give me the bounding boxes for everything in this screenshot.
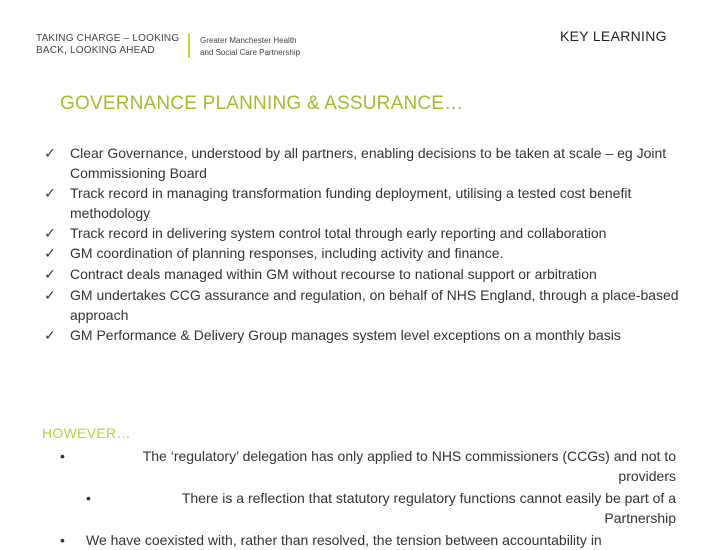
header-mid-line2: and Social Care Partnership	[200, 48, 301, 57]
check-item-text: GM Performance & Delivery Group manages system level exceptions on a monthly basis	[70, 327, 621, 343]
check-item	[42, 243, 682, 264]
header-left-line1: TAKING CHARGE – LOOKING	[36, 33, 180, 44]
slide-title: GOVERNANCE PLANNING & ASSURANCE…	[60, 93, 464, 114]
check-icon: ✓	[44, 287, 56, 303]
check-item-text: Track record in delivering system control total through early reporting and collaboration	[70, 225, 607, 241]
check-icon: ✓	[44, 185, 56, 201]
however-point	[60, 530, 676, 550]
check-item-text: GM undertakes CCG assurance and regulation, on behalf of NHS England, through a place-based approach	[70, 287, 679, 323]
check-item	[42, 325, 682, 345]
header-programme-title	[36, 33, 186, 57]
check-item	[42, 223, 682, 243]
check-item-text: Contract deals managed within GM without recourse to national support or arbitration	[70, 266, 597, 282]
check-icon: ✓	[44, 327, 56, 343]
however-point-text: The ‘regulatory’ delegation has only applied to NHS commissioners (CCGs) and not to providers	[142, 448, 676, 484]
however-sub-point-text: There is a reflection that statutory regulatory functions cannot easily be part of a Partnership	[181, 490, 676, 526]
bullet-icon: •	[86, 490, 91, 506]
check-list	[42, 143, 682, 345]
however-point	[60, 446, 676, 486]
header-divider	[188, 34, 190, 58]
check-icon: ✓	[44, 225, 56, 241]
header-organisation	[200, 35, 340, 59]
check-item	[42, 285, 682, 325]
header-mid-line1: Greater Manchester Health	[200, 36, 297, 45]
however-heading: HOWEVER…	[42, 425, 131, 441]
check-item-text: Track record in managing transformation funding deployment, utilising a tested cost benefit methodology	[70, 185, 632, 221]
check-icon: ✓	[44, 145, 56, 161]
header-section-label: KEY LEARNING	[560, 28, 667, 44]
check-item	[42, 183, 682, 223]
however-sub-point	[86, 488, 676, 528]
check-item	[42, 264, 682, 285]
bullet-icon: •	[60, 448, 65, 464]
bullet-icon: •	[60, 532, 65, 548]
check-icon: ✓	[44, 245, 56, 261]
however-point-text: We have coexisted with, rather than resolved, the tension between accountability in	[86, 532, 602, 548]
check-item-text: Clear Governance, understood by all partners, enabling decisions to be taken at scale – eg Joint Commissioning Board	[70, 145, 667, 181]
check-item-text: GM coordination of planning responses, including activity and finance.	[70, 245, 504, 261]
check-item	[42, 143, 682, 183]
header-left-line2: BACK, LOOKING AHEAD	[36, 45, 155, 56]
check-icon: ✓	[44, 266, 56, 282]
